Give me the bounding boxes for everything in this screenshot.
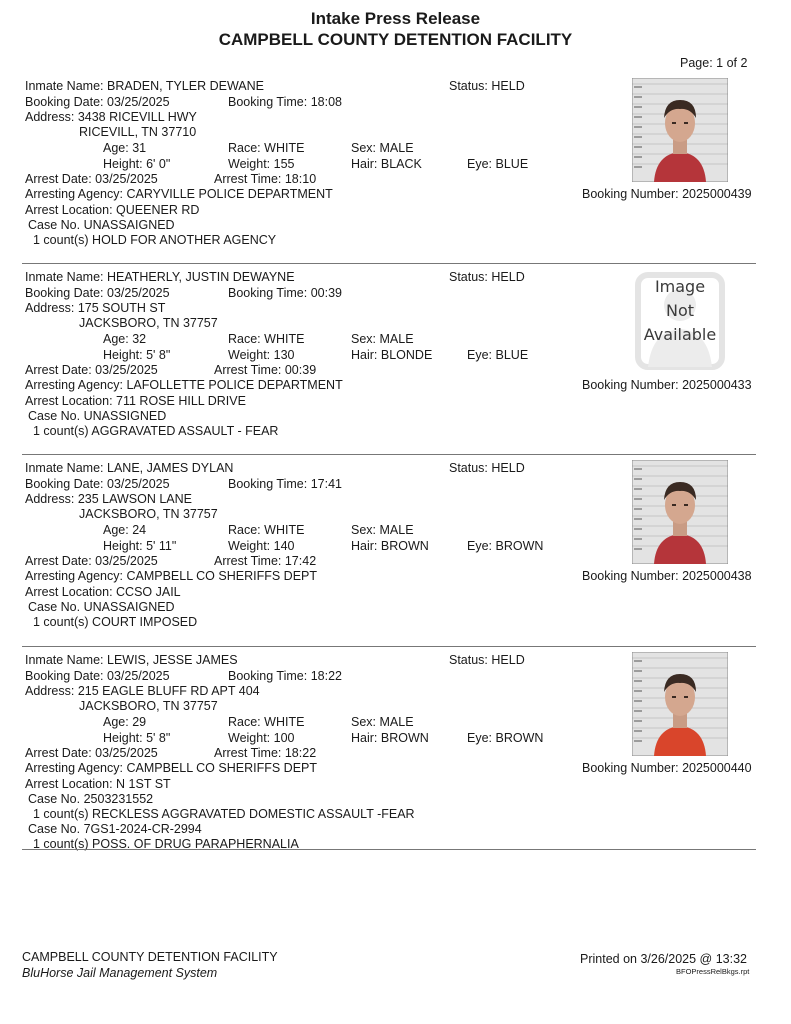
inmate-record [0, 456, 791, 646]
arrest-time-label: Arrest Time: [214, 554, 282, 568]
arrest-date-label: Arrest Date: [25, 746, 92, 760]
booking-date-label: Booking Date: [25, 95, 104, 109]
arrest-location [25, 776, 171, 792]
booking-number [582, 760, 752, 776]
address [25, 109, 197, 125]
inmate-status-label: Status: [449, 79, 488, 93]
case-number-label: Case No. [28, 822, 81, 836]
age [103, 331, 146, 347]
arrest-location-label: Arrest Location: [25, 394, 113, 408]
footer-system: BluHorse Jail Management System [22, 966, 218, 980]
sex-value: MALE [379, 141, 414, 155]
arrest-location-label: Arrest Location: [25, 585, 113, 599]
sex-label: Sex: [351, 523, 377, 537]
age-value: 32 [132, 332, 147, 346]
booking-number-label: Booking Number: [582, 761, 679, 775]
arresting-agency-label: Arresting Agency: [25, 187, 123, 201]
arresting-agency-value: LAFOLLETTE POLICE DEPARTMENT [126, 378, 343, 392]
booking-number-value: 2025000433 [682, 378, 752, 392]
weight-label: Weight: [228, 157, 271, 171]
case-number-label: Case No. [28, 792, 81, 806]
case-number [28, 821, 202, 837]
arrest-time-value: 00:39 [284, 363, 317, 377]
record-separator [22, 849, 756, 850]
weight [228, 538, 295, 554]
arrest-time [214, 553, 316, 569]
inmate-status [449, 652, 525, 668]
image-not-available-icon [632, 269, 728, 373]
arrest-date [25, 362, 158, 378]
inmate-record [0, 74, 791, 264]
arresting-agency-value: CARYVILLE POLICE DEPARTMENT [126, 187, 333, 201]
inmate-name-label: Inmate Name: [25, 270, 104, 284]
race-label: Race: [228, 523, 261, 537]
inmate-status-value: HELD [491, 461, 525, 475]
sex-label: Sex: [351, 332, 377, 346]
footer-facility: CAMPBELL COUNTY DETENTION FACILITY [22, 950, 278, 964]
inmate-name-value: HEATHERLY, JUSTIN DEWAYNE [107, 270, 295, 284]
eye-label: Eye: [467, 348, 493, 362]
arrest-date-label: Arrest Date: [25, 363, 92, 377]
race [228, 140, 304, 156]
hair [351, 730, 429, 746]
sex [351, 140, 414, 156]
inmate-name-label: Inmate Name: [25, 653, 104, 667]
arrest-date-value: 03/25/2025 [95, 363, 158, 377]
booking-time-label: Booking Time: [228, 286, 308, 300]
inmate-status-value: HELD [491, 270, 525, 284]
hair-label: Hair: [351, 157, 378, 171]
sex [351, 331, 414, 347]
arrest-location-value: 711 ROSE HILL DRIVE [116, 394, 246, 408]
race-label: Race: [228, 332, 261, 346]
sex-value: MALE [379, 715, 414, 729]
booking-time-value: 00:39 [310, 286, 342, 300]
inmate-name-label: Inmate Name: [25, 461, 104, 475]
address-label: Address: [25, 684, 75, 698]
image-placeholder-text: Not [665, 301, 695, 320]
inmate-record [0, 265, 791, 455]
booking-time [228, 94, 342, 110]
sex-value: MALE [379, 523, 414, 537]
age [103, 140, 146, 156]
arresting-agency [25, 377, 343, 393]
eye-label: Eye: [467, 539, 493, 553]
arrest-time-label: Arrest Time: [214, 172, 282, 186]
case-number [28, 599, 175, 615]
sex [351, 522, 414, 538]
inmate-name-label: Inmate Name: [25, 79, 104, 93]
age-value: 31 [132, 141, 147, 155]
arrest-date-value: 03/25/2025 [95, 746, 158, 760]
arrest-location-value: N 1ST ST [116, 777, 171, 791]
race-value: WHITE [264, 715, 305, 729]
mugshot-photo [632, 460, 728, 564]
booking-number [582, 186, 752, 202]
charge: 1 count(s) COURT IMPOSED [33, 615, 198, 629]
age-label: Age: [103, 523, 129, 537]
inmate-name-value: LEWIS, JESSE JAMES [107, 653, 238, 667]
image-placeholder-text: Image [654, 277, 706, 296]
address-label: Address: [25, 301, 75, 315]
weight-label: Weight: [228, 539, 271, 553]
arrest-time [214, 171, 316, 187]
arresting-agency-label: Arresting Agency: [25, 378, 123, 392]
inmate-record [0, 648, 791, 851]
eye [467, 347, 528, 363]
inmate-status-label: Status: [449, 461, 488, 475]
footer-report-file: BFOPressRelBkgs.rpt [676, 967, 750, 976]
case-number [28, 217, 175, 233]
booking-time [228, 668, 342, 684]
arrest-time-label: Arrest Time: [214, 746, 282, 760]
booking-time-label: Booking Time: [228, 477, 308, 491]
arresting-agency [25, 186, 333, 202]
height [103, 347, 170, 363]
case-number-value: UNASSAIGNED [83, 218, 175, 232]
race-value: WHITE [264, 523, 305, 537]
hair-value: BLONDE [380, 348, 433, 362]
eye [467, 730, 543, 746]
booking-time [228, 285, 342, 301]
address-label: Address: [25, 110, 75, 124]
inmate-status [449, 460, 525, 476]
booking-date-label: Booking Date: [25, 286, 104, 300]
inmate-status-value: HELD [491, 653, 525, 667]
arresting-agency-value: CAMPBELL CO SHERIFFS DEPT [126, 569, 317, 583]
booking-number-label: Booking Number: [582, 378, 679, 392]
sex-label: Sex: [351, 141, 377, 155]
arrest-date-value: 03/25/2025 [95, 554, 158, 568]
booking-number-value: 2025000438 [682, 569, 752, 583]
height [103, 156, 170, 172]
inmate-name [25, 460, 233, 476]
age-value: 29 [132, 715, 147, 729]
weight-label: Weight: [228, 731, 271, 745]
footer-printed: Printed on 3/26/2025 @ 13:32 [580, 952, 747, 966]
weight [228, 347, 295, 363]
hair [351, 538, 429, 554]
sex [351, 714, 414, 730]
height-label: Height: [103, 348, 143, 362]
case-number-value: 2503231552 [83, 792, 154, 806]
hair-label: Hair: [351, 348, 378, 362]
case-number-value: 7GS1-2024-CR-2994 [83, 822, 202, 836]
sex-value: MALE [379, 332, 414, 346]
arrest-date-label: Arrest Date: [25, 554, 92, 568]
eye-label: Eye: [467, 157, 493, 171]
arrest-time-value: 17:42 [284, 554, 317, 568]
eye-value: BROWN [495, 731, 544, 745]
height-label: Height: [103, 539, 143, 553]
arresting-agency-label: Arresting Agency: [25, 569, 123, 583]
address [25, 683, 260, 699]
arresting-agency [25, 760, 317, 776]
arrest-date-value: 03/25/2025 [95, 172, 158, 186]
record-separator [22, 454, 756, 455]
race [228, 331, 304, 347]
weight-value: 100 [273, 731, 295, 745]
arrest-time-value: 18:10 [284, 172, 317, 186]
inmate-name [25, 652, 238, 668]
arresting-agency-label: Arresting Agency: [25, 761, 123, 775]
height-value: 5' 8" [146, 731, 171, 745]
inmate-status-label: Status: [449, 270, 488, 284]
facility-title: CAMPBELL COUNTY DETENTION FACILITY [218, 30, 573, 49]
address-city: JACKSBORO, TN 37757 [79, 316, 218, 330]
arrest-time [214, 745, 316, 761]
case-number-value: UNASSAIGNED [83, 600, 175, 614]
booking-number-value: 2025000440 [682, 761, 752, 775]
image-placeholder-text: Available [643, 325, 717, 344]
eye [467, 156, 528, 172]
arrest-date [25, 553, 158, 569]
address-city: JACKSBORO, TN 37757 [79, 507, 218, 521]
booking-time-value: 18:22 [310, 669, 342, 683]
height-label: Height: [103, 157, 143, 171]
charge: 1 count(s) RECKLESS AGGRAVATED DOMESTIC ASSAULT -FEAR [33, 807, 415, 821]
race-label: Race: [228, 141, 261, 155]
race [228, 522, 304, 538]
address-value: 3438 RICEVILL HWY [77, 110, 197, 124]
weight-value: 130 [273, 348, 295, 362]
age [103, 714, 146, 730]
weight [228, 730, 295, 746]
arrest-time-label: Arrest Time: [214, 363, 282, 377]
case-number-value: UNASSIGNED [83, 409, 167, 423]
hair-value: BLACK [380, 157, 422, 171]
booking-date-value: 03/25/2025 [107, 669, 170, 683]
address-value: 215 EAGLE BLUFF RD APT 404 [77, 684, 260, 698]
weight-value: 155 [273, 157, 295, 171]
case-number-label: Case No. [28, 600, 81, 614]
eye [467, 538, 543, 554]
arrest-time [214, 362, 316, 378]
inmate-status [449, 78, 525, 94]
address [25, 300, 165, 316]
arrest-date-label: Arrest Date: [25, 172, 92, 186]
address-value: 235 LAWSON LANE [77, 492, 192, 506]
arrest-date [25, 171, 158, 187]
hair-label: Hair: [351, 731, 378, 745]
address-label: Address: [25, 492, 75, 506]
booking-time [228, 476, 342, 492]
arrest-location-value: CCSO JAIL [116, 585, 181, 599]
case-number-label: Case No. [28, 218, 81, 232]
race-value: WHITE [264, 332, 305, 346]
height-value: 5' 11" [146, 539, 177, 553]
weight [228, 156, 295, 172]
case-number [28, 791, 153, 807]
arrest-location-value: QUEENER RD [116, 203, 200, 217]
mugshot-photo [632, 78, 728, 182]
age-label: Age: [103, 332, 129, 346]
booking-date [25, 668, 170, 684]
arrest-location [25, 393, 246, 409]
hair-value: BROWN [380, 539, 429, 553]
arrest-time-value: 18:22 [284, 746, 317, 760]
booking-date-label: Booking Date: [25, 477, 104, 491]
age-label: Age: [103, 141, 129, 155]
arrest-location [25, 202, 199, 218]
arrest-date [25, 745, 158, 761]
booking-number [582, 568, 752, 584]
booking-number-label: Booking Number: [582, 569, 679, 583]
race-value: WHITE [264, 141, 305, 155]
height-value: 5' 8" [146, 348, 171, 362]
height [103, 538, 176, 554]
arresting-agency [25, 568, 317, 584]
booking-date [25, 285, 170, 301]
eye-value: BROWN [495, 539, 544, 553]
age-value: 24 [132, 523, 147, 537]
inmate-name [25, 78, 264, 94]
booking-time-label: Booking Time: [228, 95, 308, 109]
eye-value: BLUE [495, 348, 529, 362]
age-label: Age: [103, 715, 129, 729]
height-value: 6' 0" [146, 157, 171, 171]
booking-number-label: Booking Number: [582, 187, 679, 201]
arrest-location-label: Arrest Location: [25, 203, 113, 217]
inmate-status-value: HELD [491, 79, 525, 93]
hair [351, 156, 422, 172]
height [103, 730, 170, 746]
case-number [28, 408, 166, 424]
address-city: JACKSBORO, TN 37757 [79, 699, 218, 713]
race-label: Race: [228, 715, 261, 729]
booking-date-label: Booking Date: [25, 669, 104, 683]
charge: 1 count(s) POSS. OF DRUG PARAPHERNALIA [33, 837, 299, 851]
address-value: 175 SOUTH ST [77, 301, 166, 315]
arresting-agency-value: CAMPBELL CO SHERIFFS DEPT [126, 761, 317, 775]
case-number-label: Case No. [28, 409, 81, 423]
record-separator [22, 646, 756, 647]
booking-date-value: 03/25/2025 [107, 477, 170, 491]
inmate-name [25, 269, 295, 285]
address-city: RICEVILL, TN 37710 [79, 125, 197, 139]
record-separator [22, 263, 756, 264]
inmate-name-value: LANE, JAMES DYLAN [107, 461, 234, 475]
booking-date-value: 03/25/2025 [107, 286, 170, 300]
booking-number-value: 2025000439 [682, 187, 752, 201]
booking-date [25, 476, 170, 492]
eye-value: BLUE [495, 157, 529, 171]
document-title: Intake Press Release [310, 9, 481, 28]
charge: 1 count(s) AGGRAVATED ASSAULT - FEAR [33, 424, 279, 438]
height-label: Height: [103, 731, 143, 745]
hair [351, 347, 432, 363]
booking-date [25, 94, 170, 110]
race [228, 714, 304, 730]
address [25, 491, 192, 507]
age [103, 522, 146, 538]
hair-label: Hair: [351, 539, 378, 553]
inmate-status-label: Status: [449, 653, 488, 667]
sex-label: Sex: [351, 715, 377, 729]
mugshot-photo [632, 652, 728, 756]
page-number: Page: 1 of 2 [680, 56, 748, 70]
weight-label: Weight: [228, 348, 271, 362]
arrest-location [25, 584, 181, 600]
hair-value: BROWN [380, 731, 429, 745]
booking-time-label: Booking Time: [228, 669, 308, 683]
eye-label: Eye: [467, 731, 493, 745]
booking-date-value: 03/25/2025 [107, 95, 170, 109]
booking-number [582, 377, 752, 393]
booking-time-value: 18:08 [310, 95, 342, 109]
booking-time-value: 17:41 [310, 477, 342, 491]
weight-value: 140 [273, 539, 295, 553]
inmate-status [449, 269, 525, 285]
arrest-location-label: Arrest Location: [25, 777, 113, 791]
charge: 1 count(s) HOLD FOR ANOTHER AGENCY [33, 233, 277, 247]
inmate-name-value: BRADEN, TYLER DEWANE [107, 79, 264, 93]
